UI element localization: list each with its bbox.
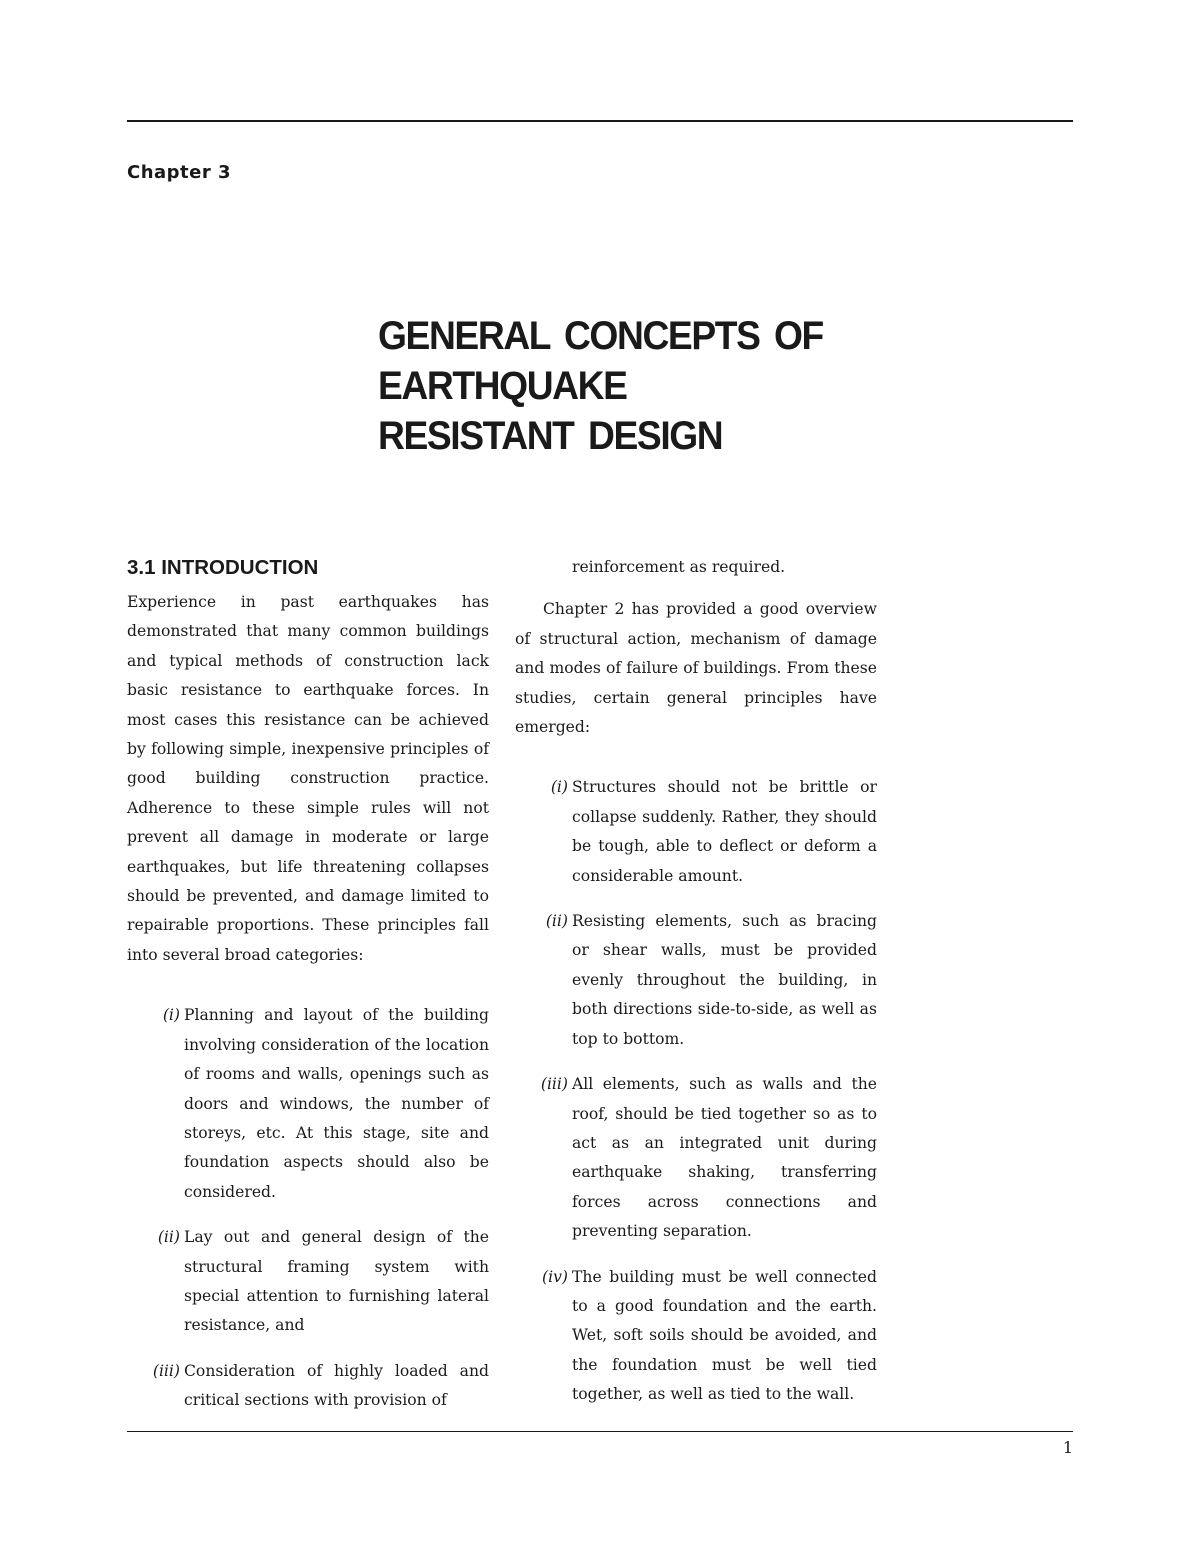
category-list xyxy=(127,1001,489,1415)
chapter-title-line-1: GENERAL CONCEPTS OF EARTHQUAKE xyxy=(378,314,823,408)
list-item xyxy=(127,1001,489,1207)
list-item-text: Planning and layout of the building involving consideration of the location of rooms and walls, openings such as doors and windows, the number of storeys, etc. At this stage, site and foundation aspects should also be considered. xyxy=(184,1006,489,1201)
list-item xyxy=(515,1070,877,1246)
list-item xyxy=(515,1263,877,1410)
page-number: 1 xyxy=(1062,1438,1073,1457)
list-item-number: (iii) xyxy=(540,1075,568,1094)
list-item xyxy=(515,907,877,1054)
section-heading: 3.1 INTRODUCTION xyxy=(127,556,319,579)
list-item-text: Consideration of highly loaded and critical sections with provision of xyxy=(184,1361,489,1410)
continuation-text: reinforcement as required. xyxy=(572,558,786,576)
right-column xyxy=(515,553,877,1426)
overview-paragraph: Chapter 2 has provided a good overview of structural action, mechanism of damage and modes of failure of buildings. From these studies, certain general principles have emerged: xyxy=(515,600,877,737)
list-item-number: (i) xyxy=(162,1006,180,1025)
list-item-text: The building must be well connected to a good foundation and the earth. Wet, soft soils should be avoided, and the foundation must be well tied together, as well as tied to the wall. xyxy=(572,1267,877,1404)
list-item-number: (ii) xyxy=(545,912,568,931)
list-item-text: Resisting elements, such as bracing or shear walls, must be provided evenly throughout the building, in both directions side-to-side, as well as top to bottom. xyxy=(572,912,877,1048)
top-rule xyxy=(127,120,1073,122)
list-item-text: Lay out and general design of the structural framing system with special attention to furnishing lateral resistance, and xyxy=(184,1228,489,1335)
list-item-number: (i) xyxy=(550,778,568,797)
chapter-title-line-2: RESISTANT DESIGN xyxy=(378,414,723,458)
list-item xyxy=(127,1223,489,1341)
left-column xyxy=(127,553,489,1432)
bottom-rule xyxy=(127,1431,1073,1432)
list-item-number: (iii) xyxy=(152,1361,180,1380)
list-item-number: (ii) xyxy=(157,1228,180,1247)
list-item xyxy=(127,1357,489,1416)
intro-paragraph: Experience in past earthquakes has demonstrated that many common buildings and typical methods of construction lack basic resistance to earthquake forces. In most cases this resistance can be achieved by following simple, inexpensive principles of good building construction practice. Adherence to these simple rules will not prevent all damage in moderate or large earthquakes, but life threatening collapses should be prevented, and damage limited to repairable proportions. These principles fall into several broad categories: xyxy=(127,593,489,964)
list-item xyxy=(515,773,877,891)
list-item-text: All elements, such as walls and the roof, should be tied together so as to act as an integrated unit during earthquake shaking, transferring forces across connections and preventing separation. xyxy=(572,1075,877,1241)
principles-list xyxy=(515,773,877,1409)
chapter-label: Chapter 3 xyxy=(127,162,232,183)
chapter-title xyxy=(378,311,1029,461)
list-item-number: (iv) xyxy=(542,1267,568,1286)
list-item-text: Structures should not be brittle or collapse suddenly. Rather, they should be tough, able to deflect or deform a considerable amount. xyxy=(572,778,877,885)
